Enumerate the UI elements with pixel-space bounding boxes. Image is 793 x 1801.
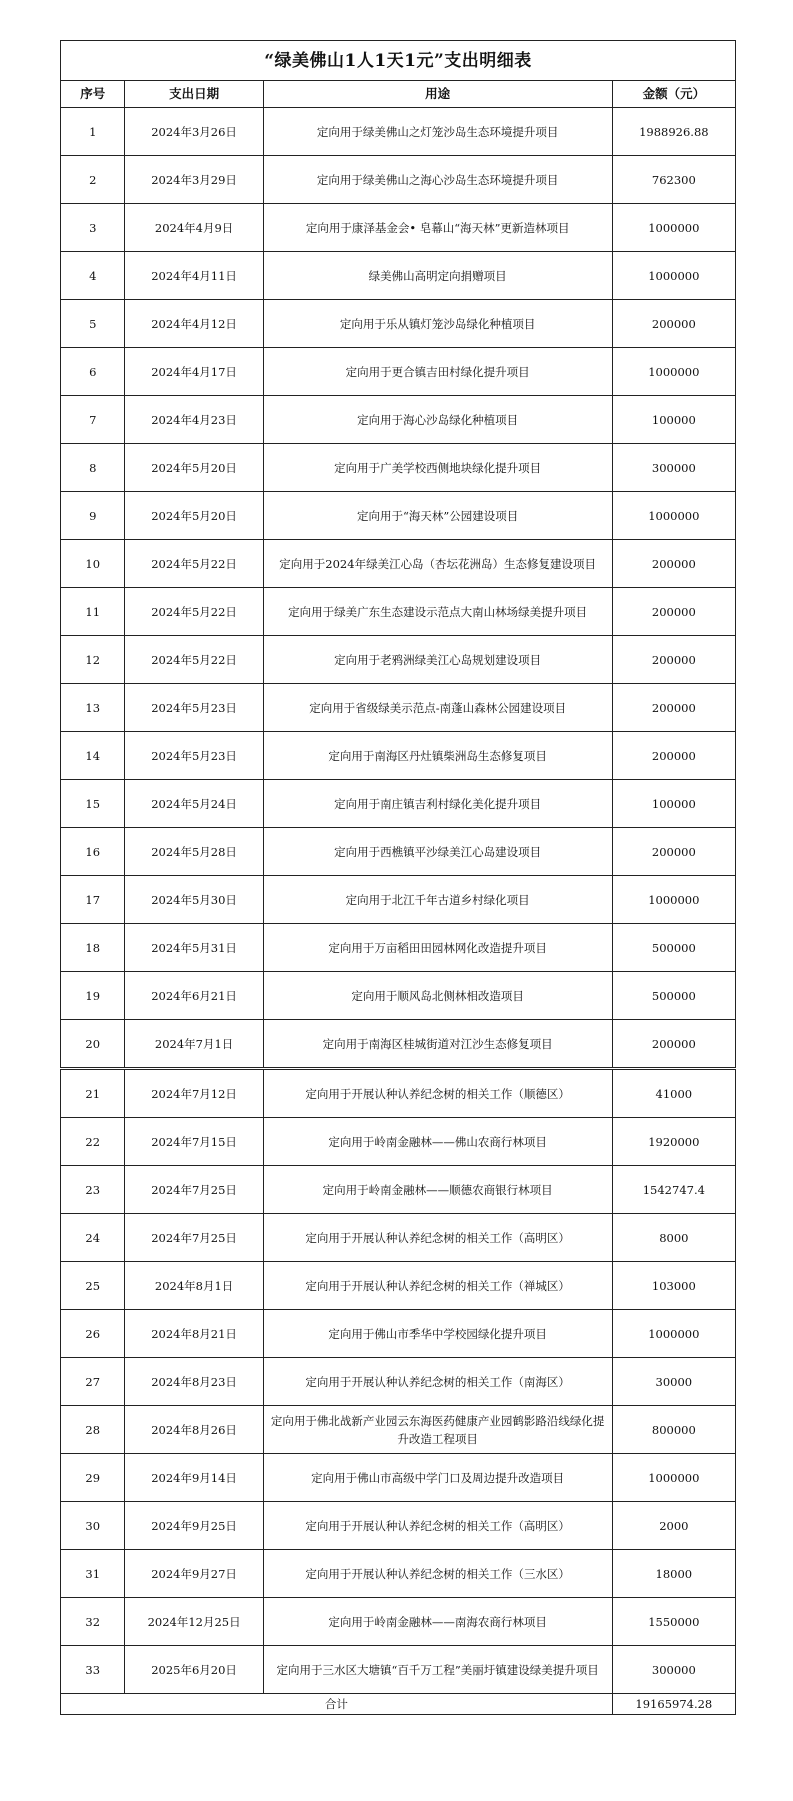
cell-no: 12 xyxy=(61,636,125,684)
table-row xyxy=(61,300,736,348)
cell-date: 2024年4月23日 xyxy=(125,396,263,444)
cell-purpose: 定向用于老鸦洲绿美江心岛规划建设项目 xyxy=(263,636,612,684)
cell-no: 6 xyxy=(61,348,125,396)
table-row xyxy=(61,1069,736,1118)
table-row xyxy=(61,348,736,396)
table-row xyxy=(61,1454,736,1502)
cell-date: 2024年5月24日 xyxy=(125,780,263,828)
cell-no: 27 xyxy=(61,1358,125,1406)
cell-date: 2024年8月21日 xyxy=(125,1310,263,1358)
cell-amount: 500000 xyxy=(612,924,735,972)
table-row xyxy=(61,1166,736,1214)
cell-purpose: 定向用于佛山市季华中学校园绿化提升项目 xyxy=(263,1310,612,1358)
cell-date: 2024年12月25日 xyxy=(125,1598,263,1646)
table-row xyxy=(61,1262,736,1310)
cell-amount: 300000 xyxy=(612,1646,735,1694)
cell-purpose: 定向用于西樵镇平沙绿美江心岛建设项目 xyxy=(263,828,612,876)
table-row xyxy=(61,876,736,924)
table-row xyxy=(61,492,736,540)
cell-purpose: 定向用于南海区桂城街道对江沙生态修复项目 xyxy=(263,1020,612,1069)
cell-date: 2024年5月28日 xyxy=(125,828,263,876)
cell-amount: 41000 xyxy=(612,1069,735,1118)
cell-no: 21 xyxy=(61,1069,125,1118)
header-amount: 金额（元） xyxy=(612,81,735,108)
cell-amount: 1550000 xyxy=(612,1598,735,1646)
cell-purpose: 定向用于海心沙岛绿化种植项目 xyxy=(263,396,612,444)
cell-amount: 762300 xyxy=(612,156,735,204)
cell-date: 2024年3月26日 xyxy=(125,108,263,156)
cell-date: 2024年8月1日 xyxy=(125,1262,263,1310)
cell-purpose: 定向用于康泽基金会• 皂幕山“海天林”更新造林项目 xyxy=(263,204,612,252)
cell-amount: 1000000 xyxy=(612,492,735,540)
table-row xyxy=(61,636,736,684)
cell-no: 23 xyxy=(61,1166,125,1214)
cell-purpose: 定向用于开展认种认养纪念树的相关工作（顺德区） xyxy=(263,1069,612,1118)
table-row xyxy=(61,1310,736,1358)
cell-no: 24 xyxy=(61,1214,125,1262)
cell-amount: 100000 xyxy=(612,396,735,444)
table-body xyxy=(61,108,736,1694)
cell-date: 2024年5月22日 xyxy=(125,588,263,636)
cell-purpose: 定向用于开展认种认养纪念树的相关工作（高明区） xyxy=(263,1502,612,1550)
header-date: 支出日期 xyxy=(125,81,263,108)
cell-purpose: 定向用于三水区大塘镇“百千万工程”美丽圩镇建设绿美提升项目 xyxy=(263,1646,612,1694)
cell-amount: 30000 xyxy=(612,1358,735,1406)
table-row xyxy=(61,1358,736,1406)
table-row xyxy=(61,1214,736,1262)
cell-amount: 1542747.4 xyxy=(612,1166,735,1214)
cell-purpose: 定向用于2024年绿美江心岛（杏坛花洲岛）生态修复建设项目 xyxy=(263,540,612,588)
header-purpose: 用途 xyxy=(263,81,612,108)
cell-date: 2024年4月11日 xyxy=(125,252,263,300)
cell-date: 2024年8月26日 xyxy=(125,1406,263,1454)
cell-no: 33 xyxy=(61,1646,125,1694)
table-row xyxy=(61,924,736,972)
cell-amount: 1000000 xyxy=(612,348,735,396)
cell-purpose: 定向用于广美学校西侧地块绿化提升项目 xyxy=(263,444,612,492)
table-row xyxy=(61,252,736,300)
table-row xyxy=(61,828,736,876)
cell-no: 16 xyxy=(61,828,125,876)
cell-date: 2024年5月30日 xyxy=(125,876,263,924)
cell-purpose: 定向用于顺风岛北侧林相改造项目 xyxy=(263,972,612,1020)
table-row xyxy=(61,156,736,204)
cell-date: 2024年7月25日 xyxy=(125,1214,263,1262)
cell-date: 2024年9月27日 xyxy=(125,1550,263,1598)
cell-amount: 1000000 xyxy=(612,252,735,300)
cell-amount: 103000 xyxy=(612,1262,735,1310)
cell-amount: 800000 xyxy=(612,1406,735,1454)
cell-purpose: 定向用于开展认种认养纪念树的相关工作（禅城区） xyxy=(263,1262,612,1310)
cell-amount: 8000 xyxy=(612,1214,735,1262)
cell-purpose: 定向用于省级绿美示范点-南蓬山森林公园建设项目 xyxy=(263,684,612,732)
cell-amount: 2000 xyxy=(612,1502,735,1550)
cell-purpose: 定向用于南海区丹灶镇柴洲岛生态修复项目 xyxy=(263,732,612,780)
cell-no: 20 xyxy=(61,1020,125,1069)
cell-no: 14 xyxy=(61,732,125,780)
cell-no: 32 xyxy=(61,1598,125,1646)
cell-no: 30 xyxy=(61,1502,125,1550)
cell-amount: 200000 xyxy=(612,540,735,588)
cell-date: 2024年7月1日 xyxy=(125,1020,263,1069)
cell-amount: 1000000 xyxy=(612,1454,735,1502)
cell-purpose: 定向用于岭南金融林——南海农商行林项目 xyxy=(263,1598,612,1646)
cell-date: 2024年4月9日 xyxy=(125,204,263,252)
cell-date: 2024年5月22日 xyxy=(125,636,263,684)
cell-no: 26 xyxy=(61,1310,125,1358)
cell-no: 31 xyxy=(61,1550,125,1598)
table-row xyxy=(61,972,736,1020)
expense-sheet xyxy=(60,40,736,1715)
table-row xyxy=(61,396,736,444)
cell-no: 5 xyxy=(61,300,125,348)
cell-no: 4 xyxy=(61,252,125,300)
table-row xyxy=(61,1502,736,1550)
cell-purpose: 定向用于万亩稻田田园林网化改造提升项目 xyxy=(263,924,612,972)
cell-amount: 200000 xyxy=(612,684,735,732)
cell-amount: 200000 xyxy=(612,300,735,348)
cell-purpose: 定向用于绿美佛山之灯笼沙岛生态环境提升项目 xyxy=(263,108,612,156)
cell-no: 15 xyxy=(61,780,125,828)
cell-amount: 18000 xyxy=(612,1550,735,1598)
cell-no: 25 xyxy=(61,1262,125,1310)
cell-amount: 200000 xyxy=(612,588,735,636)
cell-no: 19 xyxy=(61,972,125,1020)
cell-no: 1 xyxy=(61,108,125,156)
cell-date: 2024年7月12日 xyxy=(125,1069,263,1118)
cell-no: 9 xyxy=(61,492,125,540)
cell-no: 17 xyxy=(61,876,125,924)
cell-purpose: 定向用于岭南金融林——佛山农商行林项目 xyxy=(263,1118,612,1166)
cell-date: 2024年9月14日 xyxy=(125,1454,263,1502)
table-row xyxy=(61,780,736,828)
table-row xyxy=(61,1020,736,1069)
cell-date: 2024年5月23日 xyxy=(125,684,263,732)
cell-amount: 1000000 xyxy=(612,204,735,252)
cell-amount: 1000000 xyxy=(612,1310,735,1358)
cell-purpose: 定向用于开展认种认养纪念树的相关工作（三水区） xyxy=(263,1550,612,1598)
cell-amount: 100000 xyxy=(612,780,735,828)
cell-amount: 200000 xyxy=(612,828,735,876)
cell-date: 2025年6月20日 xyxy=(125,1646,263,1694)
header-row xyxy=(61,81,736,108)
cell-purpose: 定向用于绿美佛山之海心沙岛生态环境提升项目 xyxy=(263,156,612,204)
cell-date: 2024年5月20日 xyxy=(125,492,263,540)
cell-date: 2024年5月31日 xyxy=(125,924,263,972)
cell-purpose: 定向用于南庄镇吉利村绿化美化提升项目 xyxy=(263,780,612,828)
cell-amount: 200000 xyxy=(612,1020,735,1069)
cell-no: 28 xyxy=(61,1406,125,1454)
table-row xyxy=(61,204,736,252)
cell-no: 18 xyxy=(61,924,125,972)
cell-purpose: 绿美佛山高明定向捐赠项目 xyxy=(263,252,612,300)
cell-purpose: 定向用于佛北战新产业园云东海医药健康产业园鹤影路沿线绿化提升改造工程项目 xyxy=(263,1406,612,1454)
cell-no: 22 xyxy=(61,1118,125,1166)
cell-purpose: 定向用于岭南金融林——顺德农商银行林项目 xyxy=(263,1166,612,1214)
cell-date: 2024年7月25日 xyxy=(125,1166,263,1214)
cell-amount: 1000000 xyxy=(612,876,735,924)
cell-no: 11 xyxy=(61,588,125,636)
cell-purpose: 定向用于开展认种认养纪念树的相关工作（高明区） xyxy=(263,1214,612,1262)
cell-date: 2024年3月29日 xyxy=(125,156,263,204)
expense-table xyxy=(60,40,736,1715)
cell-amount: 300000 xyxy=(612,444,735,492)
cell-date: 2024年5月22日 xyxy=(125,540,263,588)
cell-date: 2024年6月21日 xyxy=(125,972,263,1020)
header-no: 序号 xyxy=(61,81,125,108)
table-row xyxy=(61,1406,736,1454)
cell-date: 2024年5月23日 xyxy=(125,732,263,780)
cell-purpose: 定向用于“海天林”公园建设项目 xyxy=(263,492,612,540)
table-row xyxy=(61,444,736,492)
cell-no: 29 xyxy=(61,1454,125,1502)
cell-date: 2024年4月12日 xyxy=(125,300,263,348)
cell-no: 2 xyxy=(61,156,125,204)
cell-date: 2024年9月25日 xyxy=(125,1502,263,1550)
table-row xyxy=(61,540,736,588)
cell-purpose: 定向用于绿美广东生态建设示范点大南山林场绿美提升项目 xyxy=(263,588,612,636)
table-row xyxy=(61,1598,736,1646)
cell-amount: 1988926.88 xyxy=(612,108,735,156)
table-title: “绿美佛山1人1天1元”支出明细表 xyxy=(61,41,736,81)
total-row xyxy=(61,1694,736,1715)
cell-date: 2024年7月15日 xyxy=(125,1118,263,1166)
table-row xyxy=(61,732,736,780)
table-row xyxy=(61,1118,736,1166)
cell-amount: 1920000 xyxy=(612,1118,735,1166)
total-label: 合计 xyxy=(61,1694,613,1715)
table-row xyxy=(61,1550,736,1598)
cell-date: 2024年8月23日 xyxy=(125,1358,263,1406)
table-row xyxy=(61,108,736,156)
cell-no: 7 xyxy=(61,396,125,444)
cell-amount: 500000 xyxy=(612,972,735,1020)
cell-amount: 200000 xyxy=(612,732,735,780)
cell-no: 3 xyxy=(61,204,125,252)
total-amount: 19165974.28 xyxy=(612,1694,735,1715)
table-row xyxy=(61,684,736,732)
cell-date: 2024年4月17日 xyxy=(125,348,263,396)
cell-purpose: 定向用于佛山市高级中学门口及周边提升改造项目 xyxy=(263,1454,612,1502)
table-row xyxy=(61,1646,736,1694)
cell-amount: 200000 xyxy=(612,636,735,684)
table-row xyxy=(61,588,736,636)
cell-date: 2024年5月20日 xyxy=(125,444,263,492)
cell-no: 8 xyxy=(61,444,125,492)
cell-purpose: 定向用于北江千年古道乡村绿化项目 xyxy=(263,876,612,924)
cell-no: 10 xyxy=(61,540,125,588)
cell-purpose: 定向用于乐从镇灯笼沙岛绿化种植项目 xyxy=(263,300,612,348)
cell-purpose: 定向用于开展认种认养纪念树的相关工作（南海区） xyxy=(263,1358,612,1406)
cell-purpose: 定向用于更合镇吉田村绿化提升项目 xyxy=(263,348,612,396)
cell-no: 13 xyxy=(61,684,125,732)
